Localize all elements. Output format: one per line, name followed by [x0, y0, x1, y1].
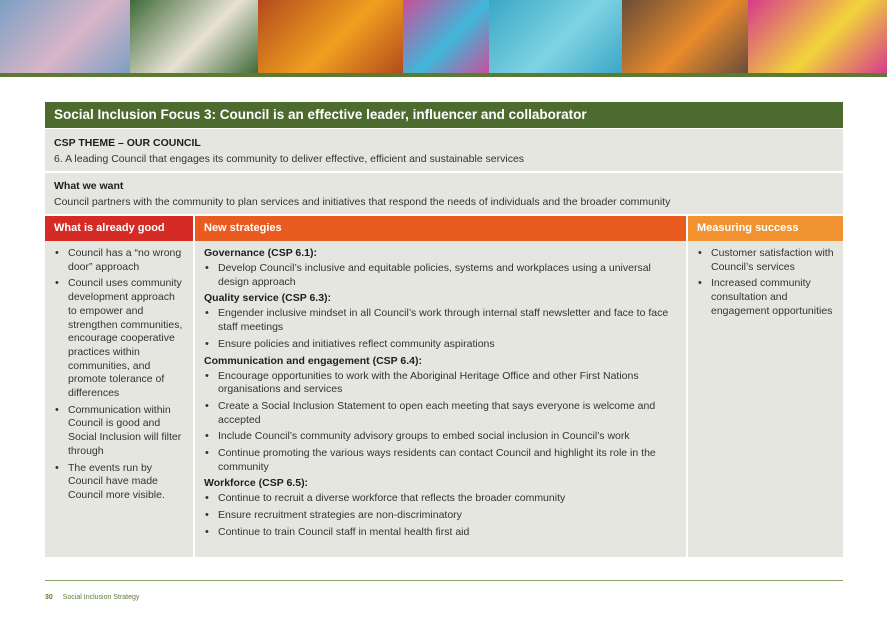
strategy-list	[204, 307, 678, 351]
strategy-group	[204, 477, 678, 539]
already-good-list	[54, 247, 185, 503]
strategy-group-title: Communication and engagement (CSP 6.4):	[204, 354, 423, 367]
lion-dance-photo	[258, 0, 403, 73]
list-item: • Customer satisfaction with Council’s services	[697, 247, 835, 274]
csp-theme-section	[45, 129, 843, 171]
photo-banner	[0, 0, 887, 73]
measuring-success-list	[697, 247, 835, 319]
list-item: • Ensure recruitment strategies are non-discriminatory	[204, 509, 678, 523]
strategy-group	[204, 355, 678, 475]
csp-theme-text: 6. A leading Council that engages its community to deliver effective, efficient and sustainable services	[54, 153, 525, 165]
document-title: Social Inclusion Strategy	[62, 594, 140, 601]
list-item: • Engender inclusive mindset in all Council’s work through internal staff newsletter and face to face staff meetings	[204, 307, 678, 334]
focus-table	[45, 102, 843, 557]
what-we-want-text: Council partners with the community to plan services and initiatives that respond the needs of individuals and the broader community	[54, 196, 671, 208]
new-strategies-column	[195, 216, 686, 557]
list-item: • Create a Social Inclusion Statement to open each meeting that says everyone is welcome and accepted	[204, 400, 678, 427]
measuring-success-header: Measuring success	[688, 216, 843, 241]
what-we-want-section	[45, 173, 843, 214]
columns-row	[45, 216, 843, 557]
list-item: • Include Council’s community advisory groups to embed social inclusion in Council’s work	[204, 430, 678, 444]
measuring-success-column	[688, 216, 843, 557]
footer-divider	[45, 580, 843, 581]
strategy-list	[204, 370, 678, 475]
family-photo	[130, 0, 258, 73]
list-item: • Council uses community development approach to empower and strengthen communities, encourage cooperative practices within communities, and promote tolerance of differences	[54, 277, 185, 400]
list-item: • Increased community consultation and engagement opportunities	[697, 277, 835, 318]
list-item: • Continue to train Council staff in mental health first aid	[204, 526, 678, 540]
strategy-list	[204, 262, 678, 289]
strategy-group	[204, 292, 678, 351]
banner-divider	[0, 73, 887, 77]
page-number: 30	[45, 594, 53, 601]
list-item: • Develop Council’s inclusive and equitable policies, systems and workplaces using a universal design approach	[204, 262, 678, 289]
list-item: • Communication within Council is good and Social Inclusion will filter through	[54, 404, 185, 459]
strategy-group-title: Quality service (CSP 6.3):	[204, 292, 332, 305]
already-good-column	[45, 216, 193, 557]
list-item: • Ensure policies and initiatives reflect community aspirations	[204, 338, 678, 352]
pool-photo	[489, 0, 622, 73]
dog-photo	[403, 0, 489, 73]
mural-photo	[748, 0, 887, 73]
new-strategies-header: New strategies	[195, 216, 686, 241]
dancers-photo	[0, 0, 130, 73]
strategy-group	[204, 247, 678, 289]
csp-theme-title: CSP THEME – OUR COUNCIL	[54, 137, 201, 149]
list-item: • Continue promoting the various ways residents can contact Council and highlight its role in the community	[204, 447, 678, 474]
list-item: • The events run by Council have made Council more visible.	[54, 462, 185, 503]
what-we-want-title: What we want	[54, 180, 124, 192]
list-item: • Encourage opportunities to work with the Aboriginal Heritage Office and other First Nations organisations and services	[204, 370, 678, 397]
new-strategies-body	[195, 241, 686, 557]
already-good-header: What is already good	[45, 216, 193, 241]
strategy-list	[204, 492, 678, 539]
page-footer	[45, 594, 139, 601]
strategy-group-title: Governance (CSP 6.1):	[204, 247, 318, 259]
list-item: • Continue to recruit a diverse workforce that reflects the broader community	[204, 492, 678, 506]
strategy-group-title: Workforce (CSP 6.5):	[204, 477, 309, 490]
focus-title: Social Inclusion Focus 3: Council is an effective leader, influencer and collaborator	[45, 102, 843, 128]
list-item: • Council has a “no wrong door” approach	[54, 247, 185, 274]
women-photo	[622, 0, 748, 73]
